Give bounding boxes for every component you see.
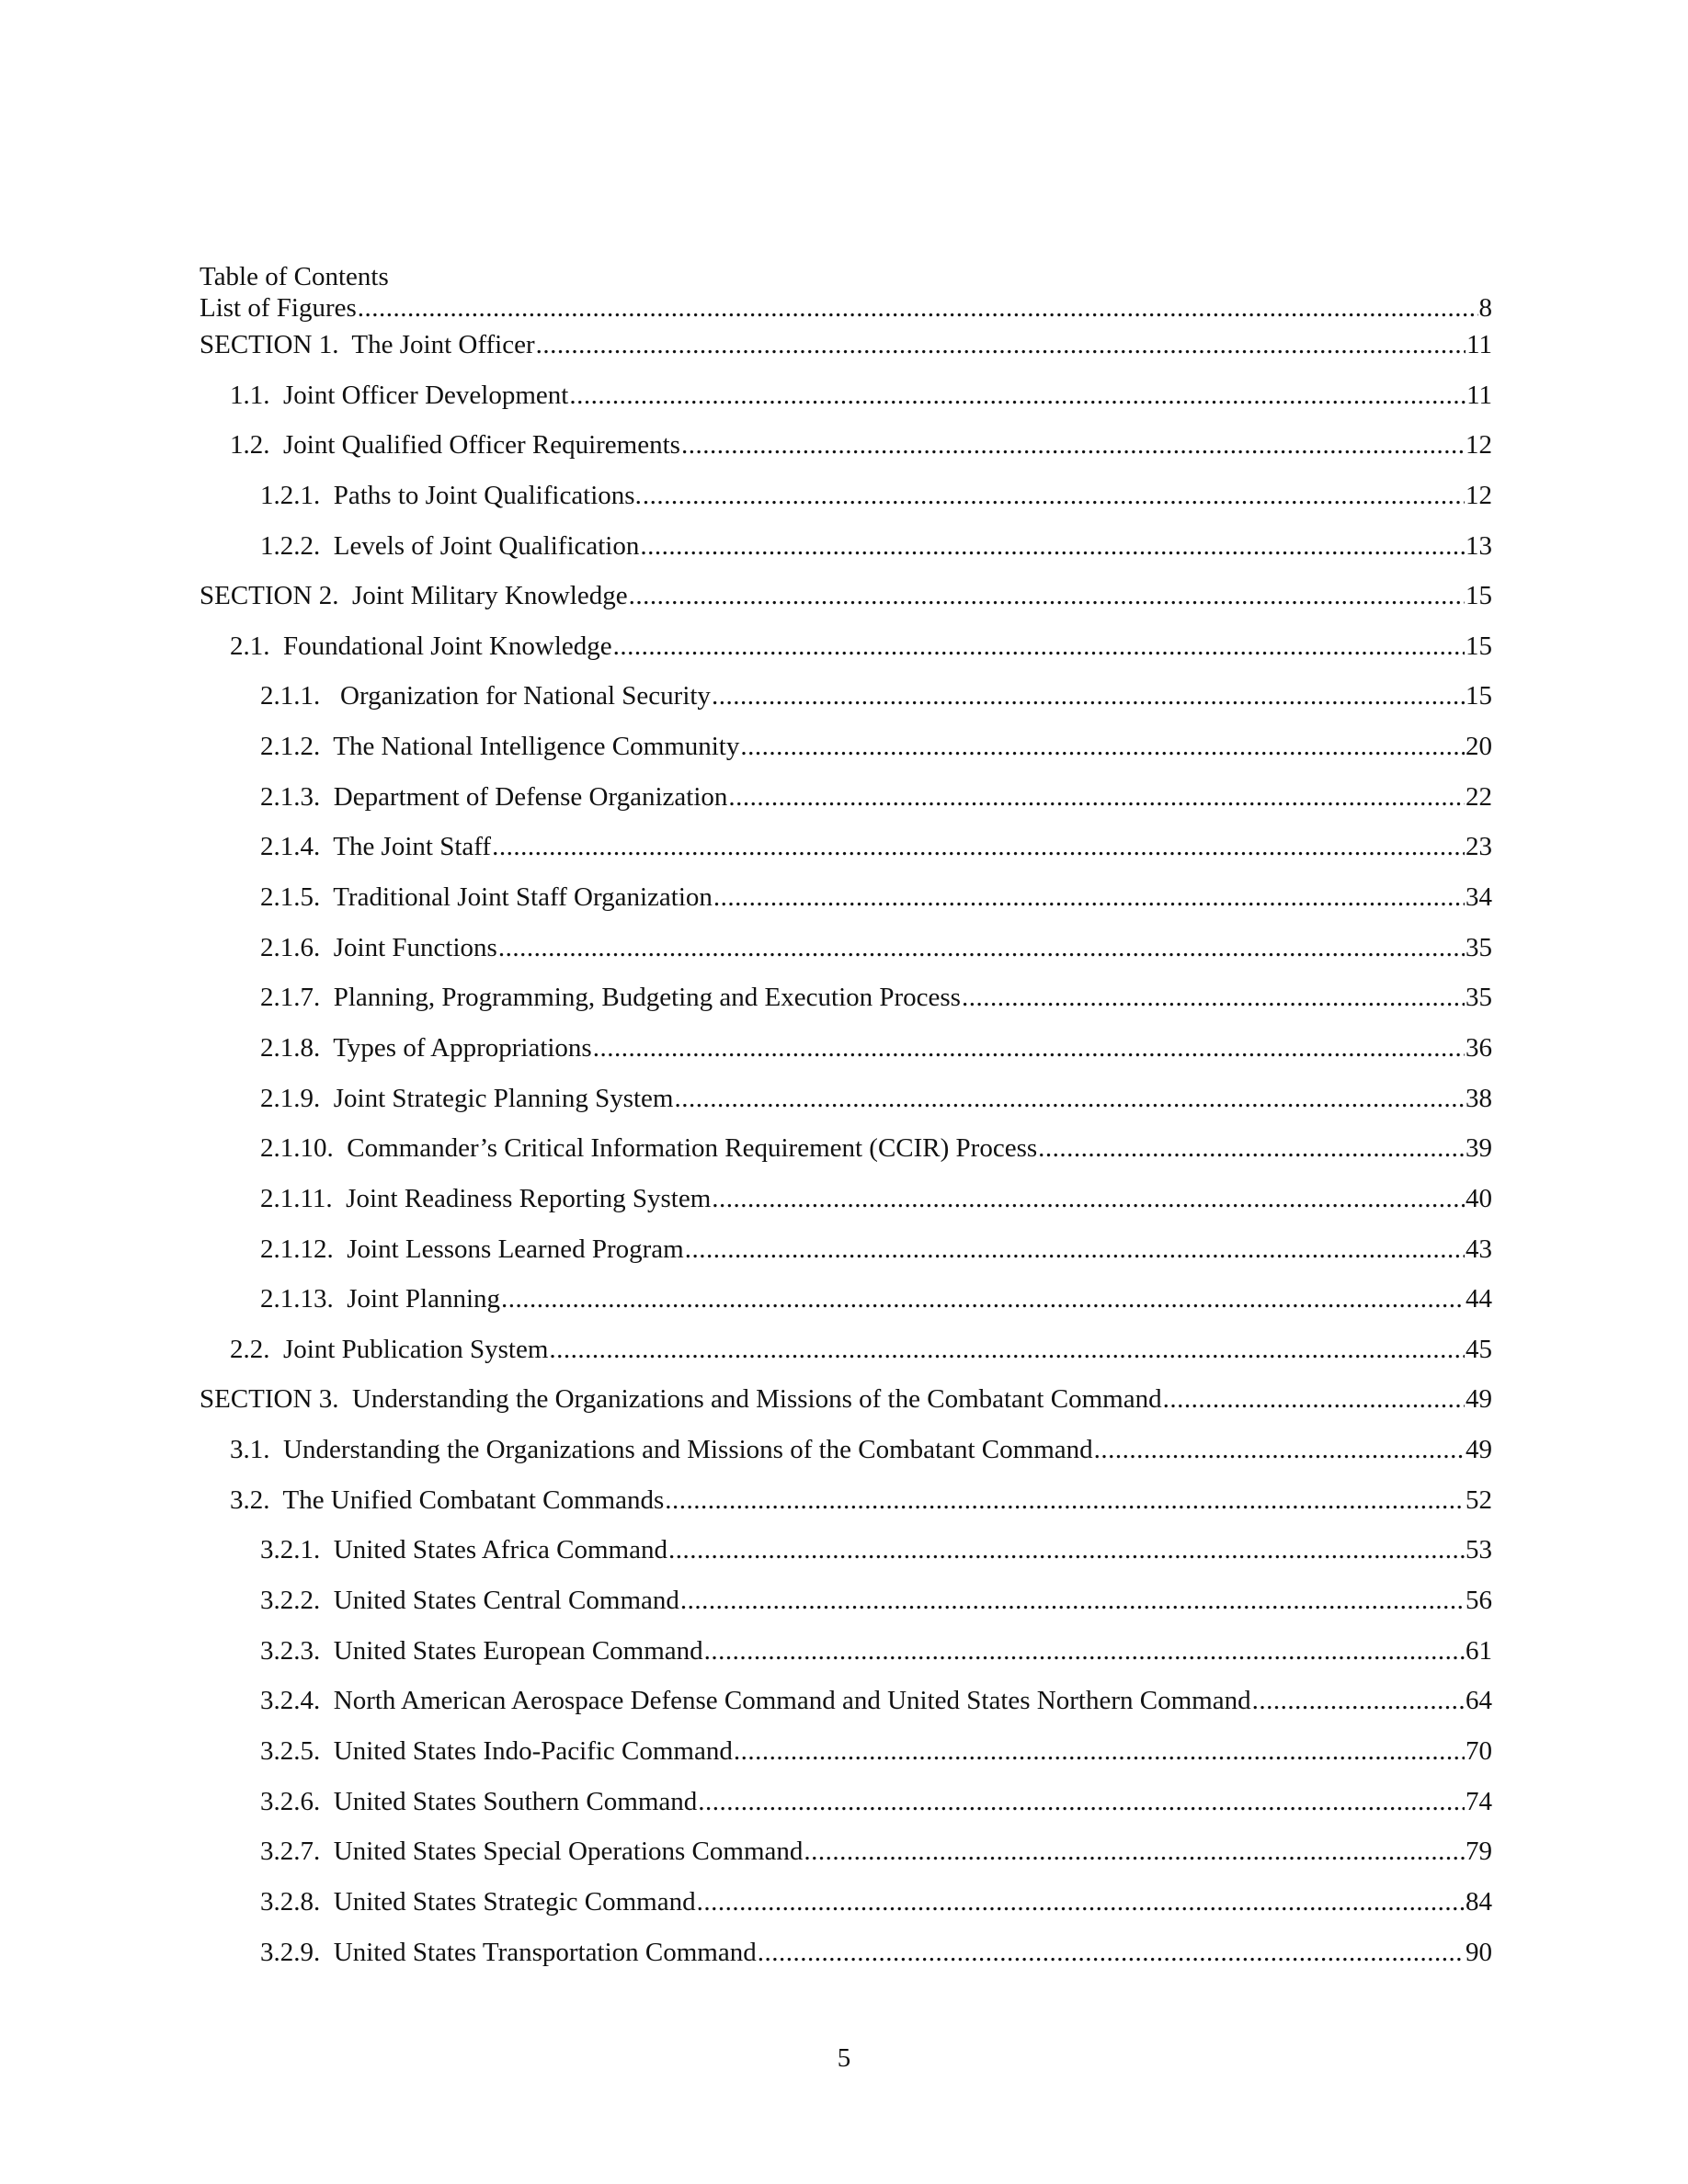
toc-entry-page-number: 36 [1466, 1032, 1492, 1063]
toc-entry-line [200, 932, 1492, 963]
toc-entry[interactable] [200, 932, 1492, 983]
toc-entry-line [200, 1886, 1492, 1917]
dot-leader [1163, 1383, 1465, 1415]
toc-entry-page-number: 13 [1466, 530, 1492, 561]
toc-entry-page-number: 84 [1466, 1886, 1492, 1917]
dot-leader [962, 982, 1465, 1013]
toc-entry-line [200, 731, 1492, 762]
toc-entry-page-number: 79 [1466, 1837, 1492, 1867]
toc-entry-page-number: 34 [1466, 882, 1492, 913]
toc-entry-page-number: 20 [1466, 732, 1492, 762]
toc-entry-line [200, 1083, 1492, 1114]
toc-entry-page-number: 11 [1466, 330, 1492, 359]
toc-entry-line [200, 329, 1492, 360]
toc-entry-line [200, 781, 1492, 813]
toc-entry-title: 2.1.13. Joint Planning [260, 1284, 501, 1314]
toc-entry-title: 3.2.1. United States Africa Command [260, 1535, 667, 1565]
toc-entry-title: SECTION 1. The Joint Officer [200, 330, 535, 359]
toc-entry-title: 3.2.8. United States Strategic Command [260, 1886, 696, 1917]
dot-leader [1038, 1132, 1465, 1164]
toc-entry-title: 3.1. Understanding the Organizations and Missions of the Combatant Command [230, 1435, 1093, 1465]
toc-entry[interactable] [200, 1786, 1492, 1837]
dot-leader [498, 932, 1465, 963]
toc-entry[interactable] [200, 1836, 1492, 1886]
dot-leader [593, 1032, 1465, 1064]
toc-entry-page-number: 8 [1478, 293, 1492, 323]
dot-leader [1094, 1434, 1465, 1465]
dot-leader [569, 380, 1466, 411]
toc-entry[interactable] [200, 580, 1492, 631]
toc-entry[interactable] [200, 1635, 1492, 1686]
dot-leader [643, 480, 1465, 511]
toc-entry-title: 2.1.4. The Joint Staff [260, 832, 492, 862]
dot-leader [536, 329, 1466, 360]
toc-entry[interactable] [200, 1484, 1492, 1535]
toc-entry[interactable] [200, 1585, 1492, 1635]
toc-entry-line [200, 680, 1492, 711]
toc-entry[interactable] [200, 480, 1492, 530]
dot-leader [713, 882, 1465, 913]
toc-entry-title: 1.1. Joint Officer Development [230, 380, 569, 410]
toc-entry-line [200, 1334, 1492, 1365]
toc-entry-page-number: 22 [1466, 781, 1492, 812]
toc-entry-title: 3.2.6. United States Southern Command [260, 1786, 698, 1816]
dot-leader [668, 1534, 1465, 1565]
toc-entry-title: 1.2.1. Paths to Joint Qualifications. [260, 480, 642, 510]
toc-entry-line [200, 1434, 1492, 1465]
toc-entry-line [200, 1183, 1492, 1214]
toc-entry-page-number: 35 [1466, 983, 1492, 1013]
toc-entry[interactable] [200, 1083, 1492, 1133]
toc-entry-title: 2.1.10. Commander’s Critical Information Requirement (CCIR) Process [260, 1133, 1038, 1164]
toc-entry[interactable] [200, 631, 1492, 681]
toc-entry[interactable] [200, 1886, 1492, 1937]
toc-entry-line [200, 1534, 1492, 1565]
toc-entry[interactable] [200, 1183, 1492, 1234]
toc-entry[interactable] [200, 1937, 1492, 1987]
page-number: 5 [837, 2043, 851, 2073]
toc-entry-page-number: 61 [1466, 1635, 1492, 1666]
toc-entry-line [200, 831, 1492, 862]
toc-entry-line [200, 580, 1492, 611]
dot-leader [804, 1836, 1465, 1867]
dot-leader [629, 580, 1465, 611]
toc-entry-title: 1.2. Joint Qualified Officer Requirements [230, 430, 680, 461]
toc-entry-line [200, 982, 1492, 1013]
toc-entry-title: 2.1.7. Planning, Programming, Budgeting and Execution Process [260, 983, 961, 1013]
toc-entry-page-number: 23 [1466, 832, 1492, 862]
toc-entry-title: SECTION 3. Understanding the Organizations and Missions of the Combatant Command [200, 1384, 1162, 1415]
toc-entry-title: 3.2.4. North American Aerospace Defense Command and United States Northern Command [260, 1686, 1251, 1716]
table-of-contents [200, 261, 1492, 1986]
dot-leader [740, 731, 1465, 762]
toc-entry[interactable] [200, 831, 1492, 882]
toc-entry-page-number: 15 [1466, 631, 1492, 661]
toc-entry[interactable] [200, 1735, 1492, 1786]
toc-entry-line [200, 1836, 1492, 1867]
toc-entry-page-number: 38 [1466, 1083, 1492, 1113]
toc-entry[interactable] [200, 1234, 1492, 1284]
dot-leader [665, 1484, 1465, 1516]
toc-entry-page-number: 39 [1466, 1133, 1492, 1164]
toc-entry-line [200, 1585, 1492, 1616]
toc-entry-line [200, 380, 1492, 411]
toc-entry-page-number: 74 [1466, 1786, 1492, 1816]
toc-entry[interactable] [200, 882, 1492, 932]
toc-entry-page-number: 45 [1466, 1334, 1492, 1364]
toc-entry-line [200, 530, 1492, 562]
toc-entry-title: 2.1.12. Joint Lessons Learned Program [260, 1234, 684, 1264]
toc-entry[interactable] [200, 982, 1492, 1032]
toc-entry-title: 3.2.7. United States Special Operations Command [260, 1837, 804, 1867]
dot-leader [1252, 1685, 1465, 1716]
toc-entry-title: 3.2.2. United States Central Command [260, 1586, 679, 1616]
dot-leader [685, 1234, 1465, 1265]
toc-entry[interactable] [200, 680, 1492, 731]
toc-entry-title: 2.1.11. Joint Readiness Reporting System [260, 1183, 712, 1213]
toc-entry-title: 3.2.5. United States Indo-Pacific Command [260, 1735, 733, 1766]
toc-entry-line [200, 429, 1492, 461]
toc-entry-page-number: 49 [1466, 1435, 1492, 1465]
dot-leader [728, 781, 1465, 813]
toc-entry-page-number: 15 [1466, 581, 1492, 611]
toc-entry-page-number: 49 [1466, 1384, 1492, 1415]
toc-entry-title: 3.2.9. United States Transportation Command [260, 1937, 757, 1967]
toc-entry[interactable] [200, 1434, 1492, 1484]
toc-entry-title: 2.1.2. The National Intelligence Community [260, 732, 740, 762]
toc-entry-title: 1.2.2. Levels of Joint Qualification [260, 530, 640, 561]
dot-leader [758, 1937, 1465, 1968]
toc-entry[interactable] [200, 329, 1492, 380]
toc-entry-line [200, 1132, 1492, 1164]
toc-entry-line [200, 1685, 1492, 1716]
dot-leader [704, 1635, 1465, 1666]
dot-leader [613, 631, 1465, 662]
toc-entry-title: 2.1.3. Department of Defense Organization [260, 781, 728, 812]
dot-leader [712, 1183, 1465, 1214]
toc-entry[interactable] [200, 1032, 1492, 1083]
toc-entry-page-number: 12 [1466, 480, 1492, 510]
dot-leader [680, 1585, 1465, 1616]
toc-entry-title: 2.1.9. Joint Strategic Planning System [260, 1083, 674, 1113]
toc-entry-line [200, 1786, 1492, 1817]
toc-entry-title: 2.1.8. Types of Appropriations [260, 1032, 592, 1063]
toc-entry-line [200, 292, 1492, 324]
toc-entry[interactable] [200, 1334, 1492, 1384]
toc-entry-page-number: 56 [1466, 1586, 1492, 1616]
toc-entry-title: 2.1. Foundational Joint Knowledge [230, 631, 612, 661]
toc-entry-page-number: 64 [1466, 1686, 1492, 1716]
toc-entry[interactable] [200, 1132, 1492, 1183]
dot-leader [358, 292, 1478, 324]
toc-entry-line [200, 1383, 1492, 1415]
toc-entry-page-number: 35 [1466, 932, 1492, 962]
toc-entry-page-number: 53 [1466, 1535, 1492, 1565]
toc-entry-page-number: 43 [1466, 1234, 1492, 1264]
toc-entry-page-number: 90 [1466, 1937, 1492, 1967]
dot-leader [549, 1334, 1465, 1365]
dot-leader [492, 831, 1465, 862]
toc-entry[interactable] [200, 1383, 1492, 1434]
toc-entry-page-number: 40 [1466, 1183, 1492, 1213]
toc-entry-page-number: 70 [1466, 1735, 1492, 1766]
toc-entry[interactable] [200, 781, 1492, 832]
toc-entry-page-number: 11 [1466, 380, 1492, 410]
toc-entry-title: 2.1.1. Organization for National Security [260, 681, 711, 711]
toc-entry-page-number: 12 [1466, 430, 1492, 461]
toc-entry-line [200, 480, 1492, 511]
toc-entry[interactable] [200, 530, 1492, 581]
toc-entry-page-number: 52 [1466, 1484, 1492, 1515]
toc-entry[interactable] [200, 429, 1492, 480]
toc-entry-title: 2.2. Joint Publication System [230, 1334, 549, 1364]
toc-entry-line [200, 1937, 1492, 1968]
toc-entry-page-number: 44 [1466, 1284, 1492, 1314]
dot-leader [675, 1083, 1466, 1114]
toc-entry-line [200, 1735, 1492, 1767]
dot-leader [681, 429, 1465, 461]
toc-entry-line [200, 1283, 1492, 1314]
toc-entry-line [200, 631, 1492, 662]
toc-entry-line [200, 1635, 1492, 1666]
toc-entry-title: SECTION 2. Joint Military Knowledge [200, 581, 628, 611]
dot-leader [697, 1886, 1465, 1917]
toc-entry[interactable] [200, 731, 1492, 781]
toc-entry-line [200, 1234, 1492, 1265]
dot-leader [712, 680, 1465, 711]
dot-leader [501, 1283, 1465, 1314]
toc-entry-title: 2.1.5. Traditional Joint Staff Organization [260, 882, 713, 913]
toc-entry[interactable] [200, 1534, 1492, 1585]
toc-entry[interactable] [200, 1685, 1492, 1735]
toc-entry-line [200, 1484, 1492, 1516]
toc-entry-title: 3.2.3. United States European Command [260, 1635, 703, 1666]
toc-entry-title: List of Figures [200, 293, 357, 323]
dot-leader [640, 530, 1465, 562]
toc-entry-line [200, 882, 1492, 913]
toc-entry[interactable] [200, 380, 1492, 430]
toc-entry-title: 2.1.6. Joint Functions [260, 932, 497, 962]
toc-heading: Table of Contents [200, 262, 389, 291]
toc-entry-line [200, 1032, 1492, 1064]
toc-entry[interactable] [200, 292, 1492, 329]
toc-entry[interactable] [200, 1283, 1492, 1334]
toc-entry-title: 3.2. The Unified Combatant Commands [230, 1484, 665, 1515]
toc-entry-list [200, 292, 1492, 1986]
dot-leader [698, 1786, 1465, 1817]
dot-leader [734, 1735, 1465, 1767]
toc-entry-page-number: 15 [1466, 681, 1492, 711]
